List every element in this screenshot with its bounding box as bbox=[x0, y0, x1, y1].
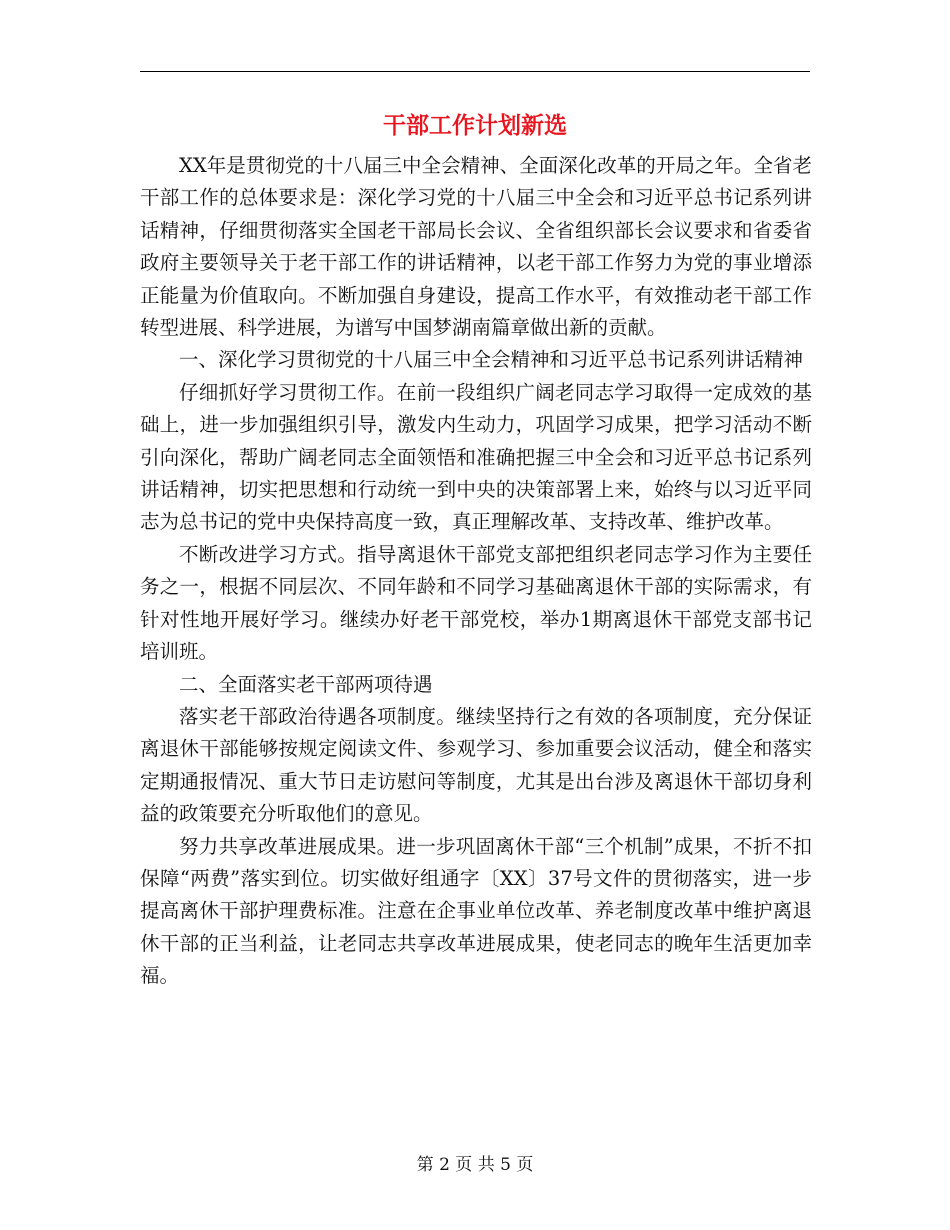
paragraph-study-method: 不断改进学习方式。指导离退休干部党支部把组织老同志学习作为主要任务之一，根据不同层次、不同年龄和不同学习基础离退休干部的实际需求，有针对性地开展好学习。继续办好老干部党校，举办1期离退休干部党支部书记培训班。 bbox=[140, 542, 812, 664]
page-number-footer: 第 2 页 共 5 页 bbox=[416, 1155, 534, 1175]
section-heading-2: 二、全面落实老干部两项待遇 bbox=[179, 672, 433, 696]
paragraph-intro: XX年是贯彻党的十八届三中全会精神、全面深化改革的开局之年。全省老干部工作的总体要求是：深化学习党的十八届三中全会和习近平总书记系列讲话精神，仔细贯彻落实全国老干部局长会议、全省组织部长会议要求和省委省政府主要领导关于老干部工作的讲话精神，以老干部工作努力为党的事业增添正能量为价值取向。不断加强自身建设，提高工作水平，有效推动老干部工作转型进展、科学进展，为谱写中国梦湖南篇章做出新的贡献。 bbox=[140, 154, 812, 340]
header-rule bbox=[140, 71, 810, 72]
document-title: 干部工作计划新选 bbox=[383, 113, 567, 139]
paragraph-study-work: 仔细抓好学习贯彻工作。在前一段组织广阔老同志学习取得一定成效的基础上，进一步加强组织引导，激发内生动力，巩固学习成果，把学习活动不断引向深化，帮助广阔老同志全面领悟和准确把握三中全会和习近平总书记系列讲话精神，切实把思想和行动统一到中央的决策部署上来，始终与以习近平同志为总书记的党中央保持高度一致，真正理解改革、支持改革、维护改革。 bbox=[140, 380, 812, 534]
section-heading-1: 一、深化学习贯彻党的十八届三中全会精神和习近平总书记系列讲话精神 bbox=[179, 348, 804, 372]
document-body bbox=[140, 150, 812, 993]
paragraph-reform-results: 努力共享改革进展成果。进一步巩固离休干部“三个机制”成果，不折不扣保障“两费”落实到位。切实做好组通字〔XX〕37号文件的贯彻落实，进一步提高离休干部护理费标准。注意在企事业单位改革、养老制度改革中维护离退休干部的正当利益，让老同志共享改革进展成果，使老同志的晚年生活更加幸福。 bbox=[140, 834, 812, 988]
paragraph-political-treatment: 落实老干部政治待遇各项制度。继续坚持行之有效的各项制度，充分保证离退休干部能够按规定阅读文件、参观学习、参加重要会议活动，健全和落实定期通报情况、重大节日走访慰问等制度，尤其是出台涉及离退休干部切身利益的政策要充分听取他们的意见。 bbox=[140, 704, 812, 826]
